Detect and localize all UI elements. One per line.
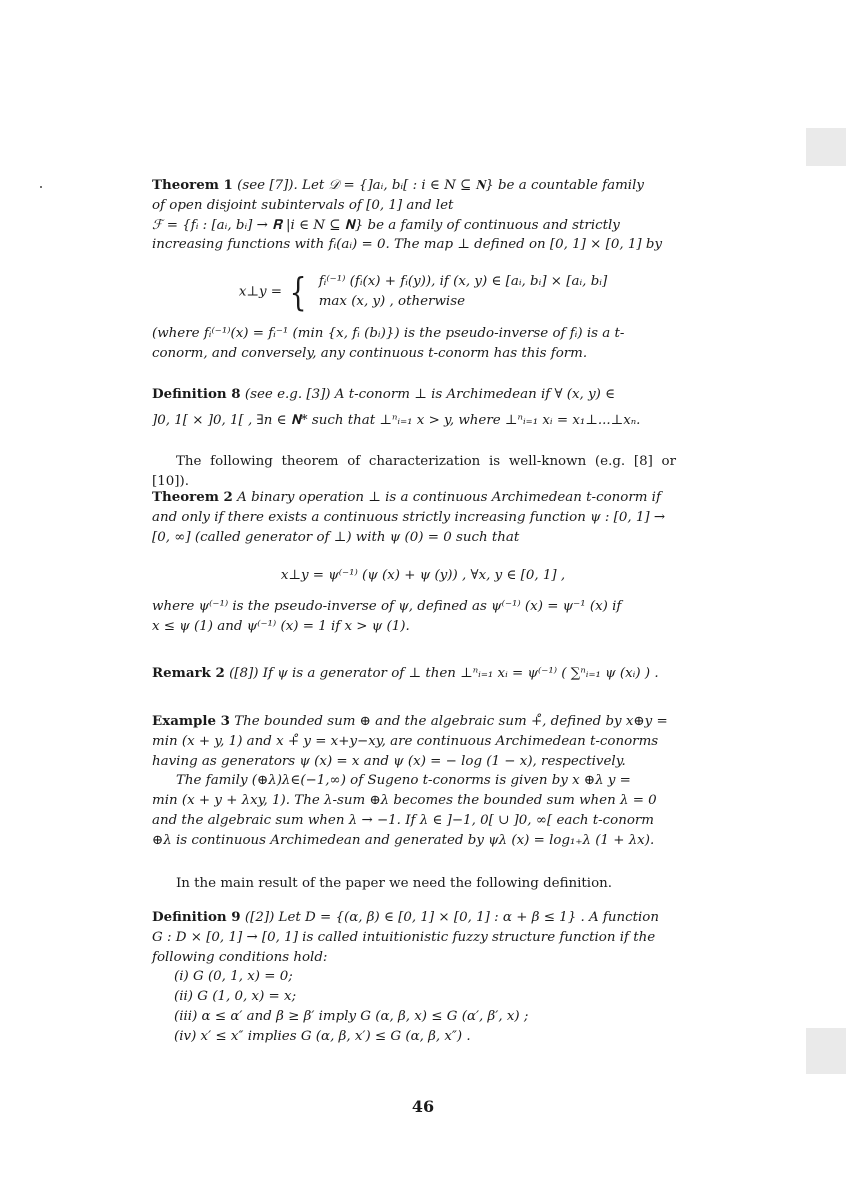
theorem-1-line-4: increasing functions with fᵢ(aᵢ) = 0. The map ⊥ defined on [0, 1] × [0, 1] by <box>152 237 663 253</box>
example-3-line-1: The bounded sum ⊕ and the algebraic sum +̊, defined by x⊕y = <box>234 714 668 729</box>
example-3-para2-line-4: ⊕λ is continuous Archimedean and generated by ψλ (x) = log₁₊λ (1 + λx). <box>152 832 655 848</box>
theorem-1-conclusion <box>152 324 676 364</box>
theorem-1-equation <box>0 272 846 312</box>
condition-ii: (ii) G (1, 0, x) = x; <box>174 989 297 1005</box>
remark-2-label: Remark 2 <box>152 665 225 681</box>
scan-artifact-top <box>806 128 846 166</box>
condition-i: (i) G (0, 1, x) = 0; <box>174 969 293 985</box>
equation-lhs: x⊥y = <box>238 284 282 300</box>
remark-2 <box>152 664 676 684</box>
example-3 <box>152 712 676 851</box>
theorem-1-after-1: (where fᵢ⁽⁻¹⁾(x) = fᵢ⁻¹ (min {x, fᵢ (bᵢ)}) is the pseudo-inverse of fᵢ) is a t- <box>152 326 625 341</box>
theorem-2-conclusion <box>152 597 676 637</box>
left-brace: { <box>289 270 307 314</box>
definition-9-label: Definition 9 <box>152 909 241 925</box>
main-result-sentence: In the main result of the paper we need the following definition. <box>176 876 613 891</box>
equation-case-1: fᵢ⁽⁻¹⁾ (fᵢ(x) + fᵢ(y)), if (x, y) ∈ [aᵢ, bᵢ] × [aᵢ, bᵢ] <box>318 274 608 289</box>
definition-8-line-2: ]0, 1[ × ]0, 1[ , ∃n ∈ 𝐍* such that ⊥ⁿᵢ₌₁ x > y, where ⊥ⁿᵢ₌₁ xᵢ = x₁⊥...⊥xₙ. <box>152 412 641 428</box>
theorem-2-label: Theorem 2 <box>152 489 233 505</box>
definition-8 <box>152 385 676 431</box>
theorem-2-line-2: and only if there exists a continuous strictly increasing function ψ : [0, 1] → <box>152 509 666 525</box>
definition-8-label: Definition 8 <box>152 386 241 402</box>
theorem-2-after-1: where ψ⁽⁻¹⁾ is the pseudo-inverse of ψ, defined as ψ⁽⁻¹⁾ (x) = ψ⁻¹ (x) if <box>152 599 622 614</box>
example-3-para2-line-1: The family (⊕λ)λ∈(−1,∞) of Sugeno t-conorms is given by x ⊕λ y = <box>176 773 631 789</box>
definition-9 <box>152 908 676 1047</box>
theorem-2-equation: x⊥y = ψ⁽⁻¹⁾ (ψ (x) + ψ (y)) , ∀x, y ∈ [0, 1] , <box>280 568 566 583</box>
well-known-sentence: The following theorem of characterization is well-known (e.g. [8] or [10]). <box>152 454 676 489</box>
theorem-1-line-3: ℱ = {fᵢ : [aᵢ, bᵢ] → 𝐑 |i ∈ N ⊆ 𝐍} be a family of continuous and strictly <box>152 217 620 233</box>
example-3-para2-line-2: min (x + y + λxy, 1). The λ-sum ⊕λ becomes the bounded sum when λ = 0 <box>152 793 657 809</box>
theorem-1-line-2: of open disjoint subintervals of [0, 1] and let <box>152 197 454 213</box>
theorem-1-after-2: conorm, and conversely, any continuous t-conorm has this form. <box>152 345 588 361</box>
theorem-2 <box>152 488 676 547</box>
equation-case-2: max (x, y) , otherwise <box>318 294 465 309</box>
example-3-label: Example 3 <box>152 713 230 729</box>
example-3-para2-line-3: and the algebraic sum when λ → −1. If λ ∈ ]−1, 0[ ∪ ]0, ∞[ each t-conorm <box>152 812 654 828</box>
scan-dot <box>40 186 42 188</box>
page-number: 46 <box>411 1097 435 1116</box>
theorem-1 <box>152 176 676 255</box>
theorem-1-label: Theorem 1 <box>152 177 233 193</box>
remark-2-text: ([8]) If ψ is a generator of ⊥ then ⊥ⁿᵢ₌₁ xᵢ = ψ⁽⁻¹⁾ ( ∑ⁿᵢ₌₁ ψ (xᵢ) ) . <box>229 666 659 681</box>
condition-iv: (iv) x′ ≤ x″ implies G (α, β, x′) ≤ G (α, β, x″) . <box>174 1028 471 1044</box>
theorem-1-line-1: (see [7]). Let 𝒟 = {]aᵢ, bᵢ[ : i ∈ N ⊆ 𝐍} be a countable family <box>237 178 644 193</box>
definition-9-line-1: ([2]) Let D = {(α, β) ∈ [0, 1] × [0, 1] : α + β ≤ 1} . A function <box>244 910 659 925</box>
example-3-line-2: min (x + y, 1) and x +̊ y = x+y−xy, are continuous Archimedean t-conorms <box>152 733 659 749</box>
definition-9-line-3: following conditions hold: <box>152 949 328 965</box>
theorem-2-line-3: [0, ∞] (called generator of ⊥) with ψ (0) = 0 such that <box>152 529 520 545</box>
example-3-line-3: having as generators ψ (x) = x and ψ (x) = − log (1 − x), respectively. <box>152 753 626 769</box>
condition-iii: (iii) α ≤ α′ and β ≥ β′ imply G (α, β, x) ≤ G (α′, β′, x) ; <box>174 1008 529 1024</box>
definition-9-conditions <box>152 967 676 1046</box>
theorem-2-line-1: A binary operation ⊥ is a continuous Archimedean t-conorm if <box>237 490 661 505</box>
definition-9-line-2: G : D × [0, 1] → [0, 1] is called intuitionistic fuzzy structure function if the <box>152 929 656 945</box>
scan-artifact-bottom <box>806 1028 846 1074</box>
theorem-2-after-2: x ≤ ψ (1) and ψ⁽⁻¹⁾ (x) = 1 if x > ψ (1). <box>152 618 410 634</box>
definition-8-line-1: (see e.g. [3]) A t-conorm ⊥ is Archimedean if ∀ (x, y) ∈ <box>244 387 616 402</box>
